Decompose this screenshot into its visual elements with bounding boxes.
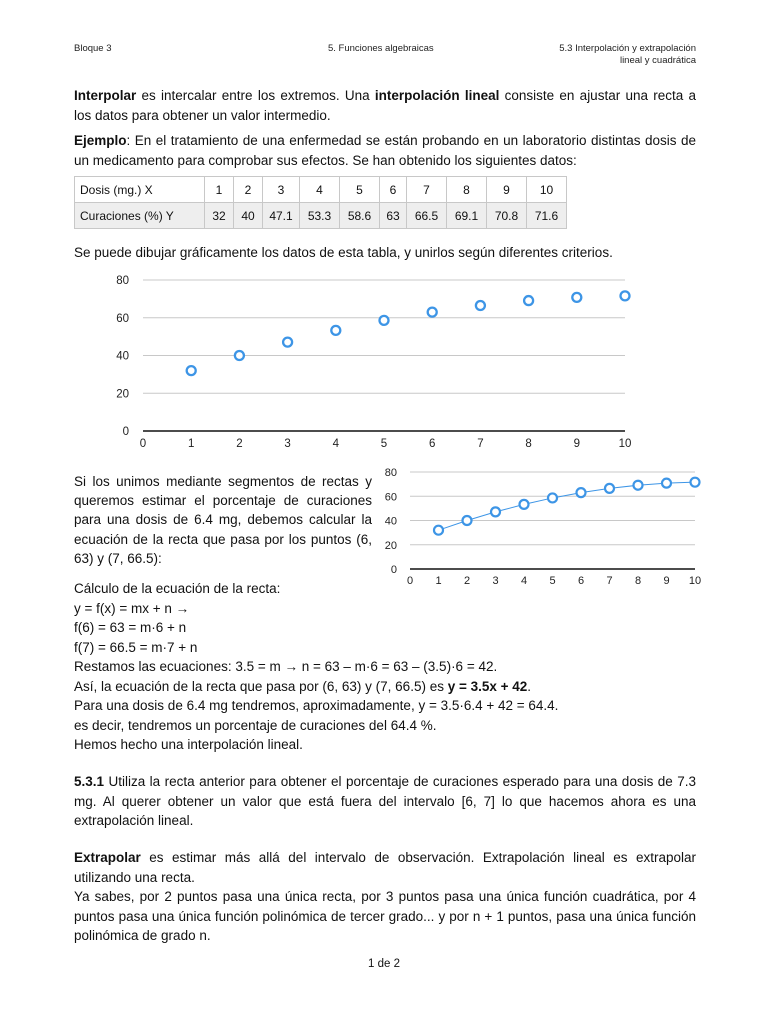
calc-text: . xyxy=(527,678,532,694)
x-tick-label: 1 xyxy=(187,438,195,450)
calc-line: y = f(x) = mx + n → xyxy=(74,600,190,616)
term-interpolacion-lineal: interpolación lineal xyxy=(374,88,500,103)
calc-line: Restamos las ecuaciones: 3.5 = m → n = 63 – m·6 = 63 – (3.5)·6 = 42. xyxy=(74,659,498,674)
y-tick-label: 40 xyxy=(384,515,397,528)
y-tick-label: 40 xyxy=(116,350,129,363)
calc-line: f(6) = 63 = m·6 + n xyxy=(74,620,187,635)
table-cell: 47.1 xyxy=(263,203,300,229)
series-line xyxy=(439,482,696,530)
equation-result: y = 3.5x + 42 xyxy=(447,678,528,694)
data-point xyxy=(572,293,581,302)
x-tick-label: 2 xyxy=(236,438,243,450)
x-tick-label: 8 xyxy=(525,438,532,450)
y-tick-label: 0 xyxy=(122,426,129,438)
header-section xyxy=(559,43,696,67)
data-point xyxy=(235,351,244,360)
x-tick-label: 3 xyxy=(492,575,499,587)
data-point xyxy=(634,481,643,490)
table-cell: 7 xyxy=(407,177,447,203)
data-point xyxy=(691,478,700,487)
calc-line-equation xyxy=(74,677,714,697)
data-point xyxy=(662,479,671,488)
data-point xyxy=(380,316,389,325)
x-tick-label: 3 xyxy=(284,438,291,450)
calculation-block xyxy=(74,579,714,755)
page-number: 1 de 2 xyxy=(368,958,400,970)
table-cell: 70.8 xyxy=(487,203,527,229)
table-cell: 63 xyxy=(380,203,407,229)
data-point xyxy=(621,291,630,300)
y-tick-label: 0 xyxy=(390,564,397,576)
table-cell: 66.5 xyxy=(407,203,447,229)
table-cell: 4 xyxy=(300,177,340,203)
table-row-header: Dosis (mg.) X xyxy=(75,177,205,203)
line-chart xyxy=(372,462,706,590)
y-tick-label: 60 xyxy=(116,312,129,325)
table-row-header: Curaciones (%) Y xyxy=(75,203,205,229)
header-section-line2: lineal y cuadrática xyxy=(619,55,696,66)
data-point xyxy=(520,500,529,509)
table-cell: 69.1 xyxy=(447,203,487,229)
x-tick-label: 9 xyxy=(573,438,581,450)
calc-line: Hemos hecho una interpolación lineal. xyxy=(74,737,303,752)
x-tick-label: 6 xyxy=(577,575,585,587)
x-tick-label: 7 xyxy=(606,575,613,587)
term-extrapolar: Extrapolar xyxy=(74,850,141,865)
data-point xyxy=(434,526,443,535)
y-tick-label: 80 xyxy=(116,275,129,287)
exercise-text: Utiliza la recta anterior para obtener el porcentaje de curaciones esperado para una dosis de 7.3 mg. Al querer obtener un valor que está fuera del intervalo [6, 7] lo que hacemos ahora es una extrapolación lineal. xyxy=(74,774,696,828)
term-interpolar: Interpolar xyxy=(74,88,137,103)
x-tick-label: 4 xyxy=(520,575,528,587)
header-section-line1: 5.3 Interpolación y extrapolación xyxy=(559,43,696,54)
data-point xyxy=(548,493,557,502)
y-tick-label: 20 xyxy=(116,388,129,401)
x-tick-label: 4 xyxy=(332,438,340,450)
calc-line: f(7) = 66.5 = m·7 + n xyxy=(74,639,198,655)
data-point xyxy=(524,296,533,305)
x-tick-label: 5 xyxy=(380,438,388,450)
table-cell: 58.6 xyxy=(340,203,380,229)
intro-paragraph xyxy=(74,86,696,125)
data-point xyxy=(283,338,292,347)
table-row-curaciones xyxy=(75,203,567,229)
extrapolar-text: es estimar más allá del intervalo de observación. Extrapolación lineal es extrapolar utilizando una recta. xyxy=(74,850,696,885)
example-text: : En el tratamiento de una enfermedad se están probando en un laboratorio distintas dosis de un medicamento para comprobar sus efectos. Se han obtenido los siguientes datos: xyxy=(74,133,696,168)
calc-line: Cálculo de la ecuación de la recta: xyxy=(74,581,281,596)
data-table xyxy=(74,176,567,229)
table-row-dosis xyxy=(75,177,567,203)
table-cell: 10 xyxy=(527,177,567,203)
data-point xyxy=(187,366,196,375)
plot-intro: Se puede dibujar gráficamente los datos de esta tabla, y unirlos según diferentes criterios. xyxy=(74,245,613,260)
table-cell: 6 xyxy=(380,177,407,203)
intro-text-2: consiste en ajustar una recta a los datos para obtener un valor intermedio. xyxy=(74,88,696,123)
table-cell: 1 xyxy=(205,177,234,203)
x-tick-label: 2 xyxy=(463,575,471,587)
example-label: Ejemplo xyxy=(74,133,127,148)
example-paragraph xyxy=(74,131,696,170)
data-point xyxy=(491,507,500,516)
header-chapter: 5. Funciones algebraicas xyxy=(328,43,434,54)
exercise-number: 5.3.1 xyxy=(74,774,105,789)
data-point xyxy=(331,326,340,335)
extrapolar-text-2: Ya sabes, por 2 puntos pasa una única recta, por 3 puntos pasa una única función cuadrática, por 4 puntos pasa una única función polinómica de tercer grado... y por n + 1 puntos, pasa una única función polinómica de grado n. xyxy=(74,889,696,943)
x-tick-label: 6 xyxy=(428,438,436,450)
table-cell: 3 xyxy=(263,177,300,203)
extrapolar-paragraph xyxy=(74,848,696,946)
data-point xyxy=(463,516,472,525)
x-tick-label: 10 xyxy=(688,575,702,587)
calc-line: es decir, tendremos un porcentaje de curaciones del 64.4 %. xyxy=(74,717,437,733)
data-point xyxy=(428,308,437,317)
table-cell: 9 xyxy=(487,177,527,203)
table-cell: 8 xyxy=(447,177,487,203)
x-tick-label: 0 xyxy=(139,438,147,450)
scatter-chart xyxy=(100,268,640,454)
x-tick-label: 10 xyxy=(618,438,632,450)
table-cell: 53.3 xyxy=(300,203,340,229)
calc-text: Así, la ecuación de la recta que pasa por (6, 63) y (7, 66.5) es xyxy=(74,678,448,694)
segment-paragraph: Si los unimos mediante segmentos de rectas y queremos estimar el porcentaje de curaciones para una dosis de 6.4 mg, debemos calcular la ecuación de la recta que pasa por los puntos (6, 63) y (7, 66.5): xyxy=(74,474,372,566)
data-point xyxy=(605,484,614,493)
table-cell: 2 xyxy=(234,177,263,203)
x-tick-label: 1 xyxy=(435,575,442,587)
calc-line: Para una dosis de 6.4 mg tendremos, aproximadamente, y = 3.5·6.4 + 42 = 64.4. xyxy=(74,698,559,713)
table-cell: 32 xyxy=(205,203,234,229)
y-tick-label: 60 xyxy=(384,491,397,504)
x-tick-label: 9 xyxy=(663,575,670,587)
exercise-paragraph xyxy=(74,772,696,831)
data-point xyxy=(476,301,485,310)
table-cell: 40 xyxy=(234,203,263,229)
data-point xyxy=(577,488,586,497)
y-tick-label: 80 xyxy=(384,467,397,479)
intro-text-1: es intercalar entre los extremos. Una xyxy=(136,88,375,103)
x-tick-label: 7 xyxy=(477,438,484,450)
y-tick-label: 20 xyxy=(384,539,397,552)
header-block: Bloque 3 xyxy=(74,43,112,54)
x-tick-label: 5 xyxy=(549,575,556,587)
table-cell: 71.6 xyxy=(527,203,567,229)
x-tick-label: 0 xyxy=(406,575,414,587)
table-cell: 5 xyxy=(340,177,380,203)
x-tick-label: 8 xyxy=(634,575,642,587)
